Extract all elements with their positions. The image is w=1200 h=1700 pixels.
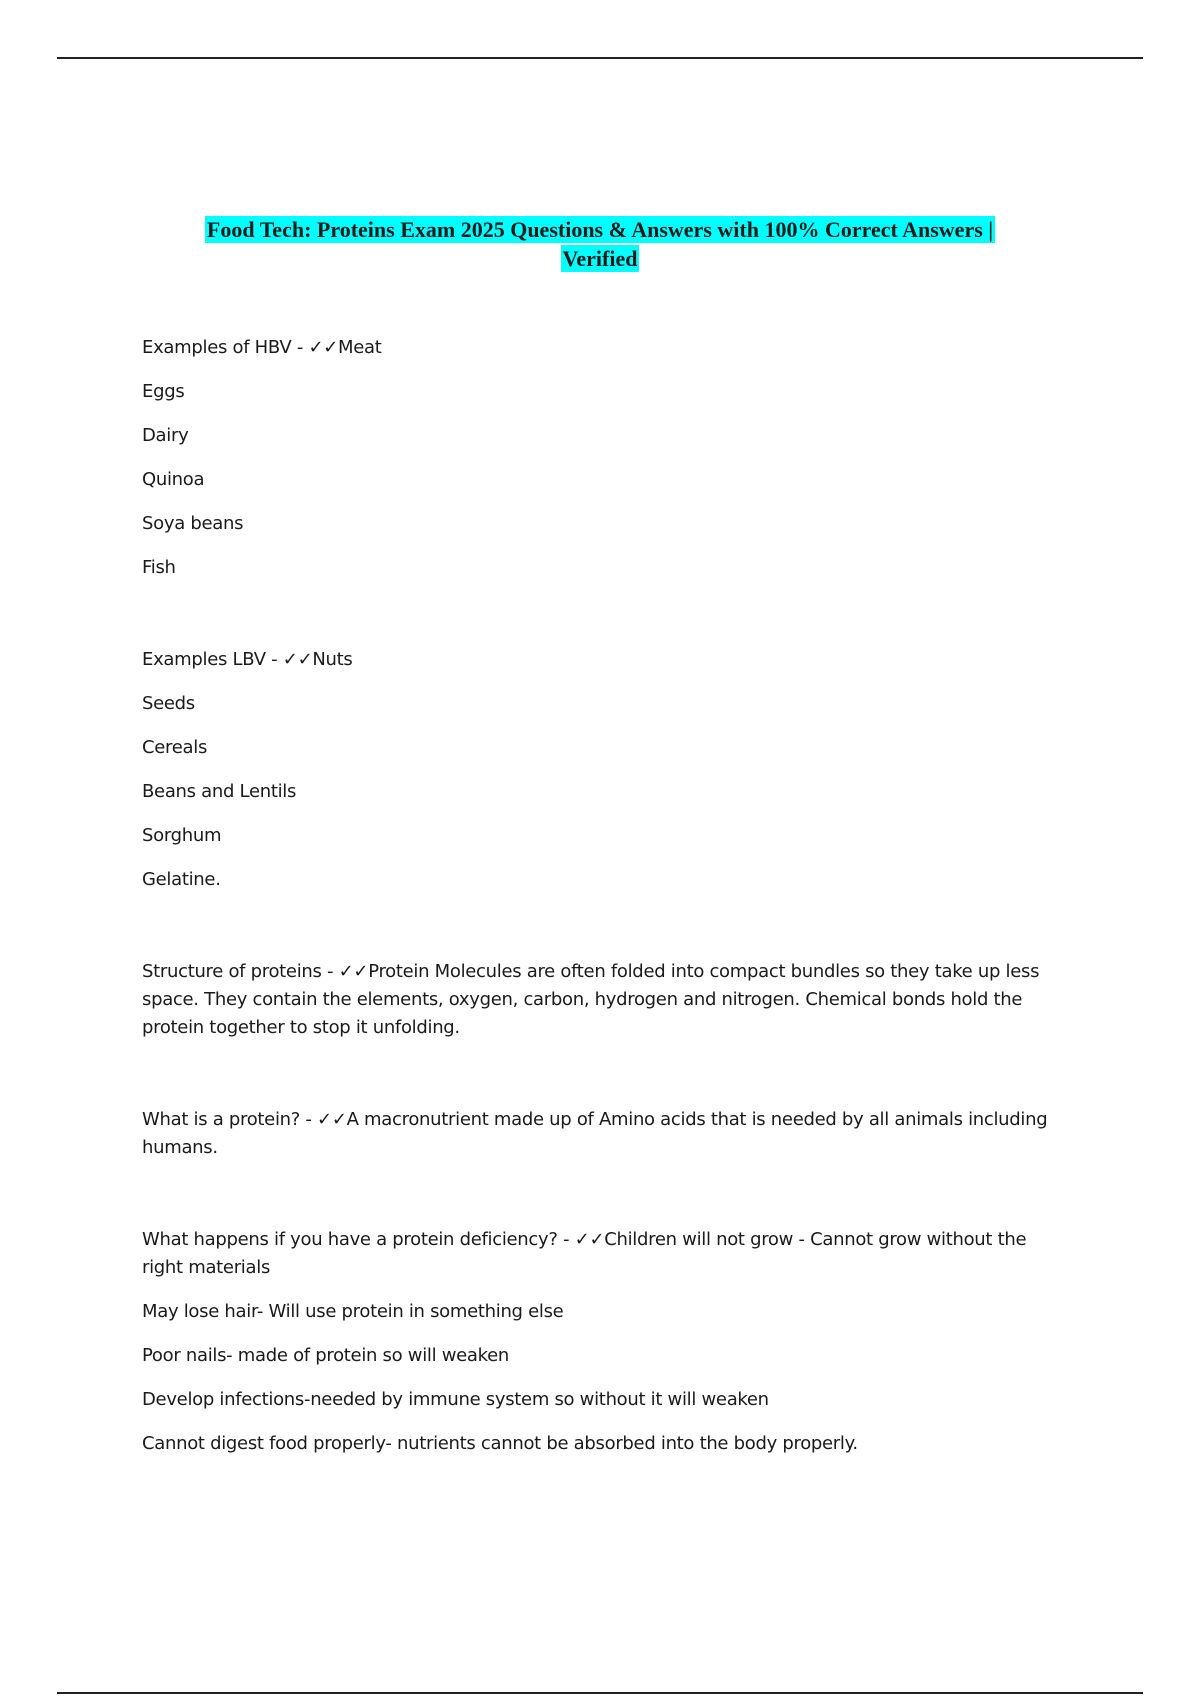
deficiency-item: Develop infections-needed by immune system so without it will weaken bbox=[142, 1389, 769, 1410]
structure-question: Structure of proteins - bbox=[142, 961, 339, 982]
title-line-1: Food Tech: Proteins Exam 2025 Questions & Answers with 100% Correct Answers | bbox=[206, 217, 994, 242]
hbv-item: Fish bbox=[142, 557, 176, 578]
structure-question-line bbox=[142, 958, 1062, 1042]
deficiency-question-line bbox=[142, 1226, 1062, 1282]
structure-answer: Protein Molecules are often folded into compact bundles so they take up less space. They contain the elements, oxygen, carbon, hydrogen and nitrogen. Chemical bonds hold the protein together to stop it unfolding. bbox=[142, 961, 1040, 1038]
hbv-item: Soya beans bbox=[142, 513, 244, 534]
what-is-question: What is a protein? - bbox=[142, 1109, 318, 1130]
deficiency-item: May lose hair- Will use protein in something else bbox=[142, 1301, 564, 1322]
what-is-answer: A macronutrient made up of Amino acids that is needed by all animals including humans. bbox=[142, 1109, 1048, 1158]
hbv-answer: Meat bbox=[338, 337, 382, 358]
check-icon: ✓✓ bbox=[338, 961, 369, 982]
deficiency-item: Poor nails- made of protein so will weaken bbox=[142, 1345, 510, 1366]
lbv-item: Sorghum bbox=[142, 825, 222, 846]
hbv-item: Dairy bbox=[142, 425, 189, 446]
deficiency-answer: Children will not grow - Cannot grow without the right materials bbox=[142, 1229, 1027, 1278]
lbv-question-line bbox=[142, 646, 1062, 674]
deficiency-question: What happens if you have a protein deficiency? - bbox=[142, 1229, 575, 1250]
deficiency-item: Cannot digest food properly- nutrients cannot be absorbed into the body properly. bbox=[142, 1433, 858, 1454]
lbv-item: Seeds bbox=[142, 693, 195, 714]
hbv-item: Eggs bbox=[142, 381, 185, 402]
lbv-item: Cereals bbox=[142, 737, 208, 758]
bottom-rule bbox=[57, 1692, 1143, 1694]
lbv-answer: Nuts bbox=[312, 649, 353, 670]
check-icon: ✓✓ bbox=[317, 1109, 347, 1130]
title-line-2: Verified bbox=[562, 246, 638, 271]
top-rule bbox=[57, 57, 1143, 59]
lbv-question: Examples LBV - bbox=[142, 649, 283, 670]
hbv-question: Examples of HBV - bbox=[142, 337, 309, 358]
what-is-question-line bbox=[142, 1106, 1062, 1162]
hbv-item: Quinoa bbox=[142, 469, 205, 490]
check-icon: ✓✓ bbox=[308, 337, 339, 358]
qa-content bbox=[142, 334, 1062, 1458]
lbv-item: Gelatine. bbox=[142, 869, 221, 890]
document-title bbox=[140, 215, 1060, 273]
check-icon: ✓✓ bbox=[282, 649, 313, 670]
hbv-question-line bbox=[142, 334, 1062, 362]
lbv-item: Beans and Lentils bbox=[142, 781, 297, 802]
check-icon: ✓✓ bbox=[574, 1229, 605, 1250]
